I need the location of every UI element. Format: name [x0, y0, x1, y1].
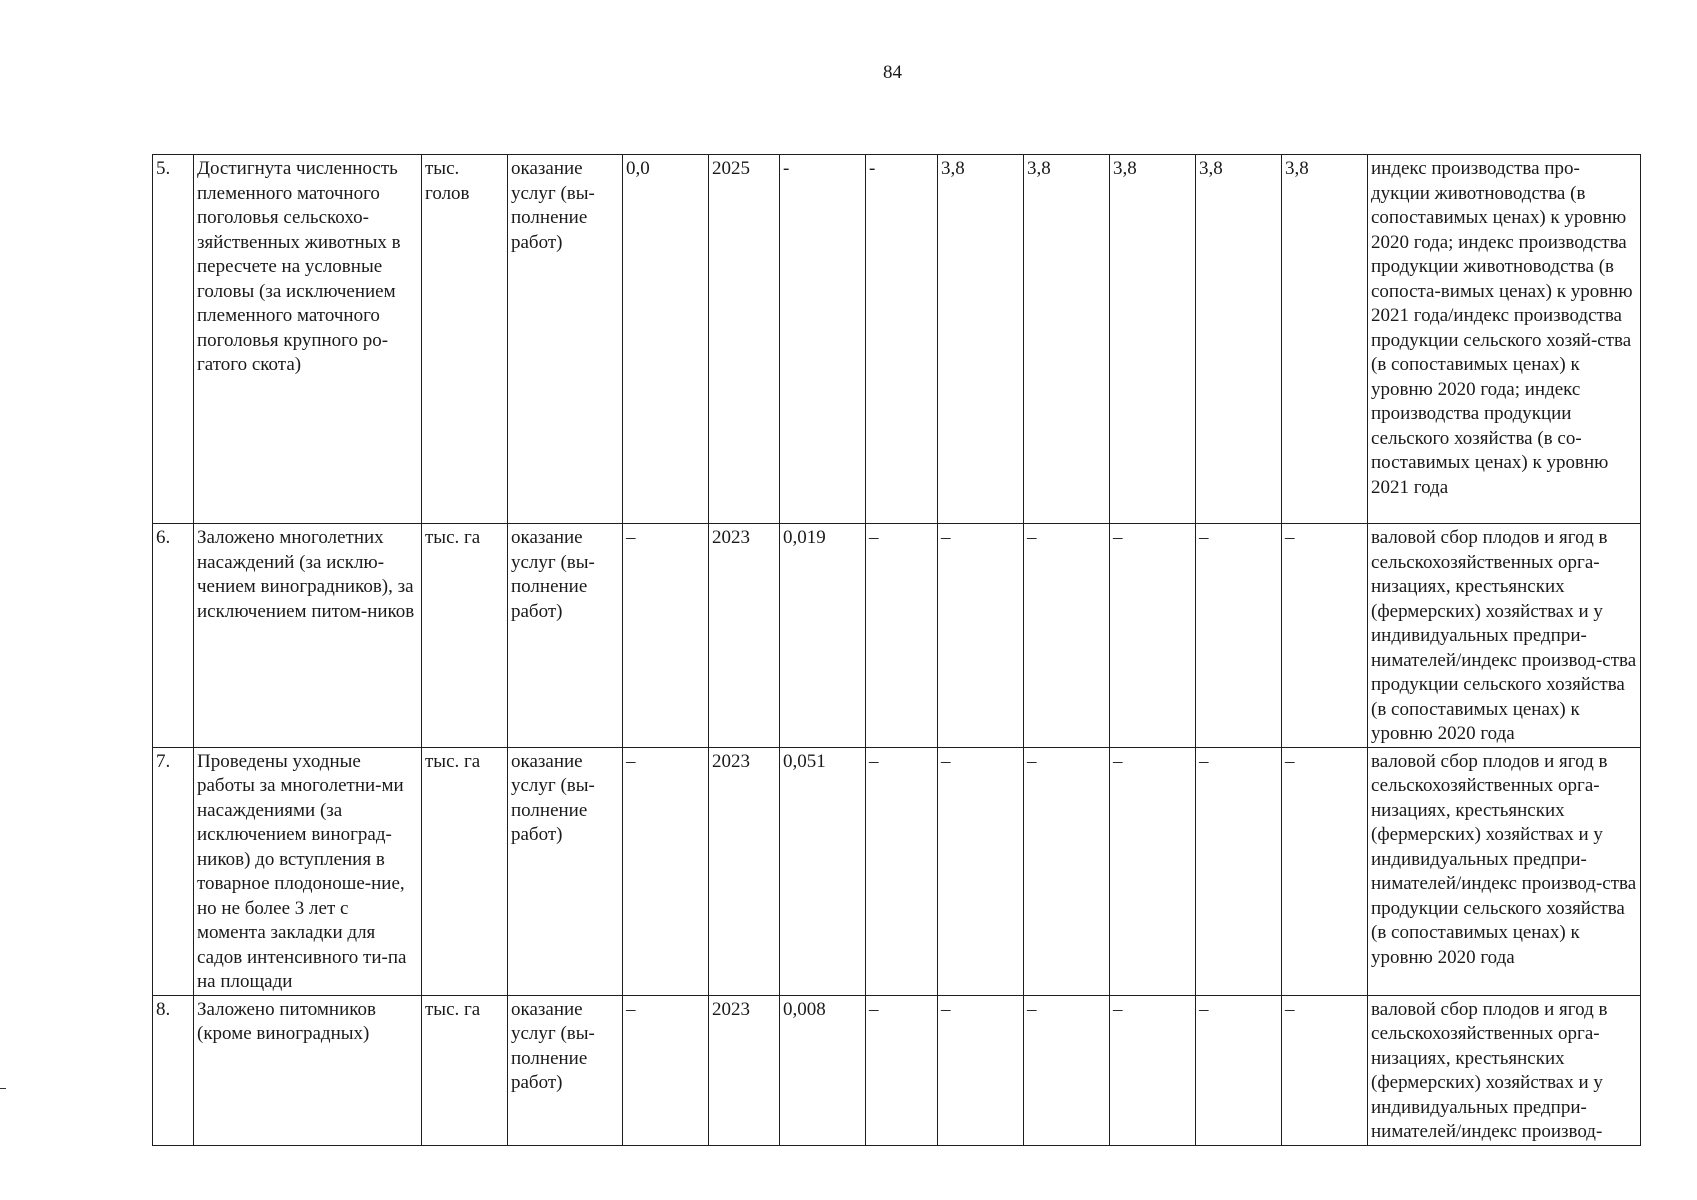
value-3: –: [938, 524, 1024, 748]
result-type: оказание услуг (вы-полнение работ): [508, 747, 623, 995]
unit-of-measure: тыс. га: [422, 995, 508, 1145]
row-number: 8.: [153, 995, 194, 1145]
value-7: –: [1282, 995, 1368, 1145]
base-value: –: [623, 747, 709, 995]
value-5: –: [1110, 524, 1196, 748]
row-number: 6.: [153, 524, 194, 748]
unit-of-measure: тыс. га: [422, 524, 508, 748]
value-3: –: [938, 747, 1024, 995]
row-number: 5.: [153, 155, 194, 524]
base-year: 2025: [709, 155, 780, 524]
linked-indicator: индекс производства про-дукции животноводства (в сопоставимых ценах) к уровню 2020 года; индекс производства продукции животноводства (в сопоста-вимых ценах) к уровню 2021 года/индекс производства продукции сельского хозяй-ства (в сопоставимых ценах) к уровню 2020 года; индекс производства продукции сельского хозяйства (в со-поставимых ценах) к уровню 2021 года: [1368, 155, 1641, 524]
result-type: оказание услуг (вы-полнение работ): [508, 155, 623, 524]
value-2: –: [866, 524, 938, 748]
result-name: Заложено многолетних насаждений (за исклю-чением виноградников), за исключением питом-ников: [194, 524, 422, 748]
value-3: –: [938, 995, 1024, 1145]
value-6: –: [1196, 995, 1282, 1145]
unit-of-measure: тыс. голов: [422, 155, 508, 524]
value-6: –: [1196, 524, 1282, 748]
value-1: -: [780, 155, 866, 524]
base-value: –: [623, 995, 709, 1145]
value-5: 3,8: [1110, 155, 1196, 524]
linked-indicator: валовой сбор плодов и ягод в сельскохозяйственных орга-низациях, крестьянских (фермерских) хозяйствах и у индивидуальных предпри-нимателей/индекс производ-ства продукции сельского хозяйства (в сопоставимых ценах) к уровню 2020 года: [1368, 747, 1641, 995]
result-type: оказание услуг (вы-полнение работ): [508, 524, 623, 748]
value-1: 0,019: [780, 524, 866, 748]
base-year: 2023: [709, 995, 780, 1145]
table-row-6: [153, 524, 1641, 748]
table-row-8: [153, 995, 1641, 1145]
linked-indicator: валовой сбор плодов и ягод в сельскохозяйственных орга-низациях, крестьянских (фермерских) хозяйствах и у индивидуальных предпри-нимателей/индекс производ-: [1368, 995, 1641, 1145]
result-name: Проведены уходные работы за многолетни-ми насаждениями (за исключением виноград-ников) до вступления в товарное плодоноше-ние, но не более 3 лет с момента закладки для садов интенсивного ти-па на площади: [194, 747, 422, 995]
value-3: 3,8: [938, 155, 1024, 524]
results-table: [152, 154, 1641, 1146]
value-5: –: [1110, 747, 1196, 995]
value-4: –: [1024, 995, 1110, 1145]
margin-mark: [0, 1088, 6, 1089]
value-6: –: [1196, 747, 1282, 995]
value-2: –: [866, 995, 938, 1145]
base-value: –: [623, 524, 709, 748]
value-1: 0,008: [780, 995, 866, 1145]
value-7: –: [1282, 524, 1368, 748]
value-6: 3,8: [1196, 155, 1282, 524]
page-number: 84: [883, 62, 902, 83]
value-2: -: [866, 155, 938, 524]
base-year: 2023: [709, 747, 780, 995]
result-type: оказание услуг (вы-полнение работ): [508, 995, 623, 1145]
value-4: –: [1024, 747, 1110, 995]
value-4: –: [1024, 524, 1110, 748]
value-7: –: [1282, 747, 1368, 995]
base-year: 2023: [709, 524, 780, 748]
table-row-7: [153, 747, 1641, 995]
row-number: 7.: [153, 747, 194, 995]
value-5: –: [1110, 995, 1196, 1145]
unit-of-measure: тыс. га: [422, 747, 508, 995]
result-name: Достигнута численность племенного маточного поголовья сельскохо-зяйственных животных в пересчете на условные головы (за исключением племенного маточного поголовья крупного ро-гатого скота): [194, 155, 422, 524]
value-4: 3,8: [1024, 155, 1110, 524]
result-name: Заложено питомников (кроме виноградных): [194, 995, 422, 1145]
table-row-5: [153, 155, 1641, 524]
linked-indicator: валовой сбор плодов и ягод в сельскохозяйственных орга-низациях, крестьянских (фермерских) хозяйствах и у индивидуальных предпри-нимателей/индекс производ-ства продукции сельского хозяйства (в сопоставимых ценах) к уровню 2020 года: [1368, 524, 1641, 748]
value-1: 0,051: [780, 747, 866, 995]
base-value: 0,0: [623, 155, 709, 524]
value-2: –: [866, 747, 938, 995]
value-7: 3,8: [1282, 155, 1368, 524]
